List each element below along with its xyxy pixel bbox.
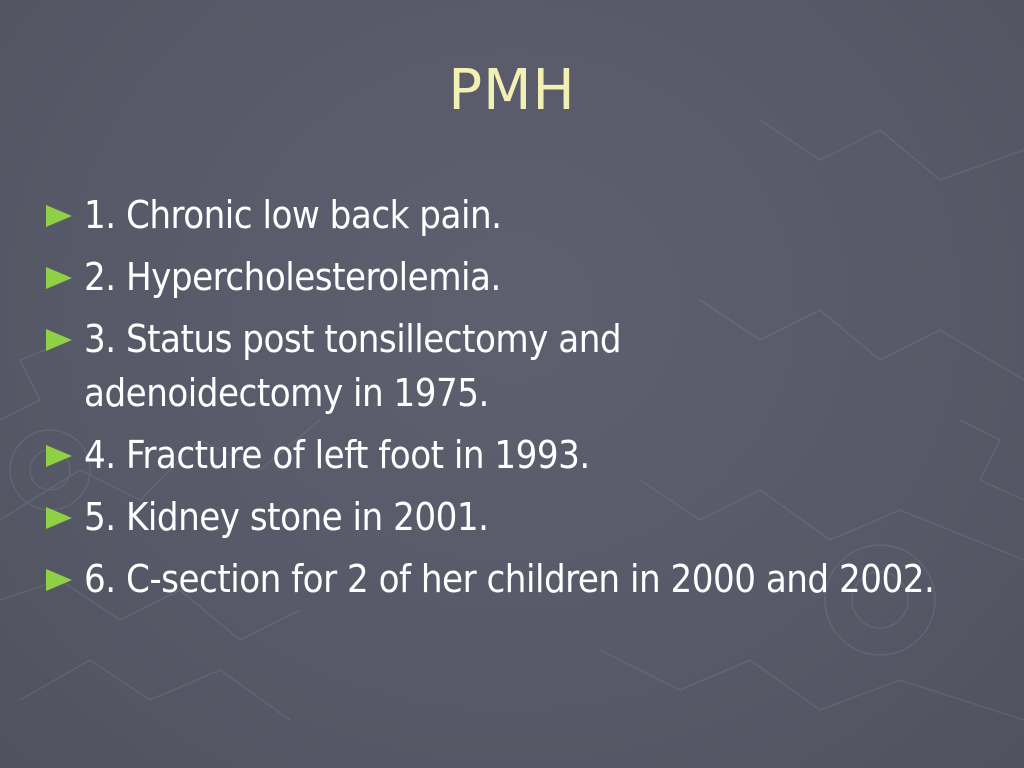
triangle-right-icon xyxy=(46,329,72,351)
list-item xyxy=(46,188,946,242)
bullet-text: 3. Status post tonsillectomy and adenoidectomy in 1975. xyxy=(84,317,622,415)
bullet-text: 2. Hypercholesterolemia. xyxy=(84,255,501,299)
bullet-text: 6. C-section for 2 of her children in 2000 and 2002. xyxy=(84,557,935,601)
list-item xyxy=(46,490,946,544)
triangle-right-icon xyxy=(46,569,72,591)
triangle-right-icon xyxy=(46,267,72,289)
triangle-right-icon xyxy=(46,445,72,467)
triangle-right-icon xyxy=(46,205,72,227)
bullet-text: 5. Kidney stone in 2001. xyxy=(84,495,489,539)
bullet-text: 4. Fracture of left foot in 1993. xyxy=(84,433,590,477)
list-item xyxy=(46,552,964,606)
list-item xyxy=(46,312,784,420)
bullet-list xyxy=(46,188,946,614)
bullet-text: 1. Chronic low back pain. xyxy=(84,193,502,237)
list-item xyxy=(46,428,946,482)
slide-title: PMH xyxy=(448,58,576,123)
list-item xyxy=(46,250,946,304)
triangle-right-icon xyxy=(46,507,72,529)
